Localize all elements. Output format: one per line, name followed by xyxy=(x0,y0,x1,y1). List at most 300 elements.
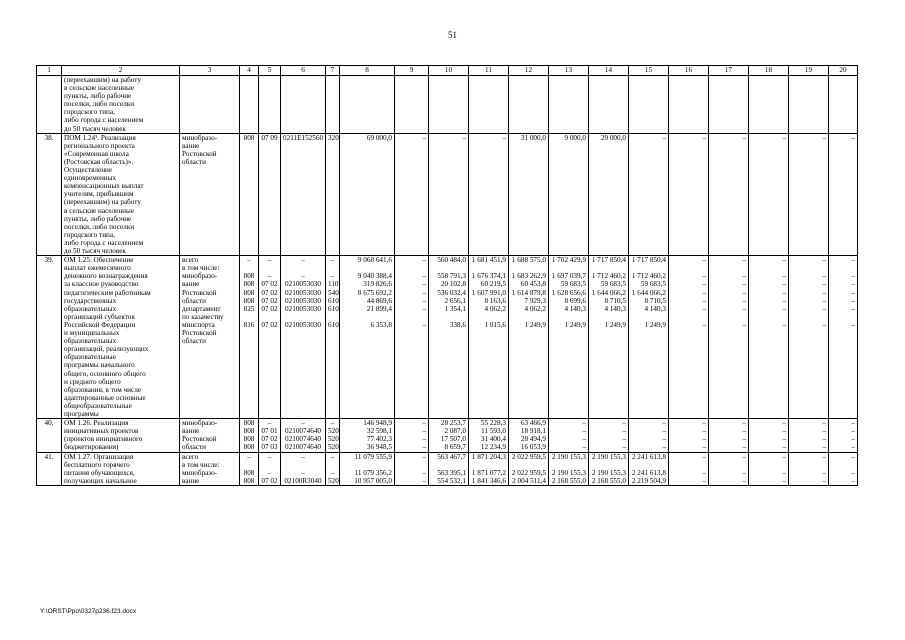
cell-value xyxy=(791,313,826,321)
cell-value: 07 01 xyxy=(261,427,278,436)
cell-value xyxy=(342,313,392,321)
cell-value: – xyxy=(742,419,746,428)
cell-value: – xyxy=(301,452,305,461)
cell-value: 55 228,3 xyxy=(480,419,506,428)
cell-value: 2 656,1 xyxy=(444,296,466,305)
cell-value: – xyxy=(662,419,666,428)
activity-description xyxy=(62,419,180,452)
cell-value: – xyxy=(742,468,746,477)
cell-value: 77 402,3 xyxy=(366,435,392,444)
cell-value: – xyxy=(822,435,826,444)
cell-value: – xyxy=(742,304,746,313)
cell-value: 1 249,9 xyxy=(604,320,626,329)
cell-value: 2 241 613,8 xyxy=(631,468,666,477)
cell-value: – xyxy=(422,296,426,305)
value-cell xyxy=(395,133,429,256)
value-cell xyxy=(789,256,829,419)
value-cell xyxy=(395,256,429,419)
value-cell xyxy=(789,76,829,134)
column-number-header: 2 xyxy=(62,66,180,76)
value-cell xyxy=(281,452,326,485)
cell-value: – xyxy=(851,476,855,485)
executor-line: минобразо- xyxy=(182,133,218,142)
cell-value: 554 532,1 xyxy=(437,476,466,485)
cell-value: 0210074640 xyxy=(285,443,321,452)
cell-value: – xyxy=(267,419,272,428)
description-line: образовательные xyxy=(64,353,116,362)
budget-table xyxy=(36,65,858,486)
value-cell xyxy=(469,76,509,134)
cell-value xyxy=(831,264,855,272)
file-path-footer: Y:\ORST\Ppo\0327p236.f23.docx xyxy=(40,608,137,615)
value-cell xyxy=(749,76,789,134)
cell-value: – xyxy=(267,272,272,281)
cell-value: 2 022 959,5 xyxy=(511,452,546,461)
description-line: образовательных xyxy=(64,337,117,346)
value-cell xyxy=(789,419,829,452)
cell-value: – xyxy=(582,443,586,452)
cell-value: 808 xyxy=(243,288,255,297)
description-line: поселки, либо поселки xyxy=(64,222,135,231)
description-line: (переехавшим) на работу xyxy=(64,76,141,84)
description-line: за классное руководство xyxy=(64,280,139,289)
description-line: ПОМ 1.24¹. Реализация xyxy=(64,133,136,142)
cell-value xyxy=(671,313,706,321)
cell-value: 20 102,8 xyxy=(440,280,466,289)
column-number-header: 5 xyxy=(259,66,281,76)
cell-value xyxy=(261,313,278,321)
cell-value xyxy=(671,264,706,272)
value-cell xyxy=(549,452,589,485)
cell-value xyxy=(751,264,786,272)
executor-line: минспорта xyxy=(182,320,215,329)
value-cell xyxy=(395,452,429,485)
cell-value: – xyxy=(742,452,746,461)
description-line: и муниципальных xyxy=(64,329,120,338)
cell-value: – xyxy=(822,468,826,477)
value-cell xyxy=(789,452,829,485)
executor-line: всего xyxy=(182,256,199,265)
executor-line: вание xyxy=(182,141,200,150)
cell-value: 11 079 555,9 xyxy=(354,452,392,461)
cell-value: 59 683,5 xyxy=(600,280,626,289)
cell-value: 563 395,1 xyxy=(437,468,466,477)
cell-value: – xyxy=(782,435,786,444)
cell-value: – xyxy=(622,419,626,428)
description-line: Осуществление xyxy=(64,166,113,175)
value-cell xyxy=(509,452,549,485)
cell-value: 36 948,5 xyxy=(366,443,392,452)
cell-value: 1 614 879,8 xyxy=(511,288,546,297)
cell-value: – xyxy=(782,256,786,265)
description-line: Российской Федерации xyxy=(64,320,136,329)
description-line: бюджетирования) xyxy=(64,443,119,452)
row-number xyxy=(37,76,62,134)
cell-value: – xyxy=(330,272,335,281)
executor-line: вание xyxy=(182,476,200,485)
cell-value xyxy=(631,313,666,321)
cell-value: 2 190 155,3 xyxy=(551,452,586,461)
cell-value: – xyxy=(702,419,706,428)
executor-line: вание xyxy=(182,280,200,289)
cell-value: 558 791,3 xyxy=(437,272,466,281)
column-number-header: 13 xyxy=(549,66,589,76)
cell-value: 319 826,6 xyxy=(363,280,392,289)
cell-value: – xyxy=(851,427,855,436)
value-cell xyxy=(240,419,259,452)
cell-value: – xyxy=(782,452,786,461)
cell-value: 520 xyxy=(328,476,339,485)
value-cell xyxy=(469,452,509,485)
activity-description xyxy=(62,256,180,419)
executor-line: области xyxy=(182,443,207,452)
cell-value: – xyxy=(267,452,272,461)
column-number-header: 11 xyxy=(469,66,509,76)
cell-value: – xyxy=(301,272,305,281)
cell-value: 32 598,1 xyxy=(366,427,392,436)
description-line: городского типа, xyxy=(64,230,115,239)
cell-value: – xyxy=(851,133,855,142)
cell-value xyxy=(551,313,586,321)
description-line: образования, в том числе xyxy=(64,385,141,394)
cell-value: – xyxy=(330,468,335,477)
cell-value: – xyxy=(851,320,855,329)
value-cell xyxy=(549,256,589,419)
cell-value: 1 702 429,9 xyxy=(551,256,586,265)
cell-value: 1 712 460,2 xyxy=(591,272,626,281)
executor-line: минобразо- xyxy=(182,419,218,428)
description-line: адаптированные основные xyxy=(64,393,146,402)
cell-value: – xyxy=(822,288,826,297)
value-cell xyxy=(709,76,749,134)
cell-value xyxy=(511,264,546,272)
column-number-header: 1 xyxy=(37,66,62,76)
cell-value: – xyxy=(662,443,666,452)
cell-value: 560 484,0 xyxy=(437,256,466,265)
executor-line: Ростовской xyxy=(182,329,217,338)
cell-value xyxy=(791,264,826,272)
cell-value: 18 918,1 xyxy=(520,427,546,436)
value-cell xyxy=(669,133,709,256)
cell-value: 8 163,6 xyxy=(484,296,506,305)
cell-value: – xyxy=(422,304,426,313)
description-line: общеобразовательные xyxy=(64,401,132,410)
cell-value xyxy=(511,313,546,321)
column-number-header: 8 xyxy=(340,66,395,76)
description-line: (Ростовская область)». xyxy=(64,157,134,166)
cell-value: 8 710,5 xyxy=(604,296,626,305)
cell-value: 320 xyxy=(328,133,339,142)
cell-value: 825 xyxy=(243,304,255,313)
column-number-header: 12 xyxy=(509,66,549,76)
cell-value xyxy=(328,313,337,321)
cell-value: 808 xyxy=(243,419,255,428)
cell-value: – xyxy=(782,288,786,297)
cell-value: – xyxy=(782,272,786,281)
value-cell xyxy=(429,419,469,452)
cell-value: – xyxy=(422,256,426,265)
cell-value: 07 02 xyxy=(261,280,278,289)
cell-value xyxy=(328,461,337,469)
cell-value: – xyxy=(702,476,706,485)
cell-value: 44 869,6 xyxy=(366,296,392,305)
cell-value: 1 697 039,7 xyxy=(551,272,586,281)
cell-value: – xyxy=(782,296,786,305)
cell-value: – xyxy=(742,320,746,329)
value-cell xyxy=(259,133,281,256)
cell-value: – xyxy=(422,443,426,452)
cell-value: 9 040 388,4 xyxy=(357,272,392,281)
cell-value: 11 593,0 xyxy=(481,427,506,436)
description-line: в сельские населенные xyxy=(64,206,135,215)
cell-value: – xyxy=(782,476,786,485)
description-line: до 50 тысяч человек xyxy=(64,124,126,133)
description-line: поселки, либо поселки xyxy=(64,100,135,109)
cell-value: 1 688 575,0 xyxy=(511,256,546,265)
value-cell xyxy=(549,76,589,134)
cell-value: – xyxy=(582,419,586,428)
executor-line: в том числе: xyxy=(182,264,220,273)
cell-value: – xyxy=(851,296,855,305)
cell-value: – xyxy=(422,452,426,461)
cell-value: 610 xyxy=(328,304,339,313)
value-cell xyxy=(749,419,789,452)
cell-value: 21 899,4 xyxy=(366,304,392,313)
cell-value: 7 929,3 xyxy=(524,296,546,305)
value-cell xyxy=(589,419,629,452)
cell-value: 0211E152560 xyxy=(283,133,324,142)
cell-value: 610 xyxy=(328,296,339,305)
cell-value: 4 062,2 xyxy=(524,304,546,313)
description-line: (переехавшим) на работу xyxy=(64,198,141,207)
description-line: питания обучающихся, xyxy=(64,468,135,477)
cell-value: 338,6 xyxy=(449,320,466,329)
value-cell xyxy=(589,76,629,134)
value-cell xyxy=(709,419,749,452)
table-row xyxy=(37,133,858,256)
column-number-header: 19 xyxy=(789,66,829,76)
cell-value xyxy=(397,461,426,469)
cell-value xyxy=(283,264,323,272)
value-cell xyxy=(429,76,469,134)
value-cell xyxy=(629,256,669,419)
cell-value: 520 xyxy=(328,435,339,444)
cell-value: 07 02 xyxy=(261,304,278,313)
cell-value: – xyxy=(822,443,826,452)
cell-value: 808 xyxy=(243,476,255,485)
cell-value: 07 03 xyxy=(261,443,278,452)
value-cell xyxy=(669,452,709,485)
cell-value: – xyxy=(622,427,626,436)
cell-value: – xyxy=(702,256,706,265)
cell-value: 2 219 504,9 xyxy=(631,476,666,485)
executor-line: вание xyxy=(182,427,200,436)
value-cell xyxy=(429,256,469,419)
cell-value: – xyxy=(247,452,251,461)
description-line: педагогическим работникам xyxy=(64,288,151,297)
cell-value xyxy=(551,461,586,469)
cell-value: – xyxy=(822,272,826,281)
cell-value xyxy=(791,461,826,469)
value-cell xyxy=(259,76,281,134)
description-line: до 50 тысяч человек xyxy=(64,247,126,255)
cell-value: 4 140,3 xyxy=(564,304,586,313)
value-cell xyxy=(509,76,549,134)
value-cell xyxy=(240,452,259,485)
cell-value: – xyxy=(822,256,826,265)
cell-value: 808 xyxy=(243,280,255,289)
cell-value: – xyxy=(422,288,426,297)
cell-value: 17 507,0 xyxy=(440,435,466,444)
cell-value: 1 676 374,1 xyxy=(471,272,506,281)
cell-value: 07 02 xyxy=(261,296,278,305)
cell-value: 07 02 xyxy=(261,320,278,329)
value-cell xyxy=(709,256,749,419)
cell-value: – xyxy=(422,435,426,444)
column-number-header: 18 xyxy=(749,66,789,76)
cell-value: 1 249,9 xyxy=(524,320,546,329)
cell-value: – xyxy=(782,304,786,313)
value-cell xyxy=(589,256,629,419)
activity-description xyxy=(62,452,180,485)
description-line: и среднего общего xyxy=(64,377,121,386)
cell-value: 1 607 991,0 xyxy=(471,288,506,297)
value-cell xyxy=(589,452,629,485)
cell-value: 146 948,9 xyxy=(363,419,392,428)
cell-value: 2 004 511,4 xyxy=(512,476,546,485)
cell-value: – xyxy=(330,256,335,265)
cell-value: – xyxy=(462,133,466,142)
cell-value: – xyxy=(742,296,746,305)
cell-value xyxy=(711,264,746,272)
cell-value: – xyxy=(422,419,426,428)
value-cell xyxy=(281,133,326,256)
cell-value: 28 253,7 xyxy=(440,419,466,428)
value-cell xyxy=(281,419,326,452)
cell-value: 8 699,6 xyxy=(564,296,586,305)
cell-value: 1 354,1 xyxy=(444,304,466,313)
cell-value xyxy=(242,461,256,469)
cell-value: – xyxy=(851,272,855,281)
cell-value: 07 09 xyxy=(261,133,278,142)
cell-value: – xyxy=(422,280,426,289)
cell-value: 0210053030 xyxy=(285,304,321,313)
value-cell xyxy=(340,452,395,485)
cell-value: – xyxy=(782,320,786,329)
cell-value: – xyxy=(422,133,426,142)
cell-value xyxy=(261,461,278,469)
cell-value: – xyxy=(582,427,586,436)
cell-value: – xyxy=(742,435,746,444)
cell-value: 60 219,5 xyxy=(480,280,506,289)
description-line: ОМ 1.26. Реализация xyxy=(64,419,129,428)
value-cell xyxy=(509,419,549,452)
row-number: 40. xyxy=(37,419,62,452)
cell-value: 60 453,8 xyxy=(520,280,546,289)
cell-value xyxy=(471,313,506,321)
description-line: учителям, прибывшим xyxy=(64,190,134,199)
value-cell xyxy=(259,419,281,452)
description-line: государственных xyxy=(64,296,117,305)
cell-value: 1 871 077,2 xyxy=(471,468,506,477)
executor xyxy=(180,419,240,452)
cell-value: – xyxy=(422,476,426,485)
executor-line: области xyxy=(182,337,207,346)
cell-value: 10 957 005,0 xyxy=(354,476,392,485)
cell-value: 0210053030 xyxy=(285,280,321,289)
value-cell xyxy=(469,256,509,419)
cell-value: 1 712 460,2 xyxy=(631,272,666,281)
cell-value: – xyxy=(782,443,786,452)
cell-value: – xyxy=(422,320,426,329)
cell-value xyxy=(831,461,855,469)
cell-value: 540 xyxy=(328,288,339,297)
executor-line: Ростовской xyxy=(182,288,217,297)
cell-value xyxy=(631,461,666,469)
column-number-header: 4 xyxy=(240,66,259,76)
cell-value xyxy=(283,313,323,321)
value-cell xyxy=(829,419,858,452)
description-line: пункты, либо рабочие xyxy=(64,214,132,223)
cell-value: – xyxy=(267,256,272,265)
cell-value: 610 xyxy=(328,320,339,329)
cell-value xyxy=(328,264,337,272)
cell-value: – xyxy=(702,452,706,461)
executor-line: минобразо- xyxy=(182,272,218,281)
cell-value xyxy=(591,313,626,321)
executor-line: по казачеству xyxy=(182,312,224,321)
cell-value: 2 190 155,3 xyxy=(551,468,586,477)
cell-value: – xyxy=(822,304,826,313)
cell-value: – xyxy=(247,256,251,265)
cell-value: 0210053030 xyxy=(285,296,321,305)
cell-value: 2 168 555,0 xyxy=(591,476,626,485)
description-line: бесплатного горячего xyxy=(64,460,130,469)
cell-value: – xyxy=(851,468,855,477)
executor-line: минобразо- xyxy=(182,468,218,477)
cell-value xyxy=(431,264,466,272)
executor xyxy=(180,133,240,256)
cell-value: – xyxy=(702,280,706,289)
cell-value: 808 xyxy=(243,133,255,142)
page-number: 51 xyxy=(448,30,457,40)
cell-value: 0210053030 xyxy=(285,320,321,329)
description-line: ОМ 1.25. Обеспечение xyxy=(64,256,134,265)
cell-value: 1 644 066,2 xyxy=(631,288,666,297)
cell-value: – xyxy=(742,476,746,485)
cell-value xyxy=(397,313,426,321)
executor xyxy=(180,452,240,485)
cell-value: 02100R3040 xyxy=(284,476,322,485)
cell-value xyxy=(342,264,392,272)
column-number-header: 6 xyxy=(281,66,326,76)
cell-value xyxy=(711,313,746,321)
activity-description xyxy=(62,133,180,256)
cell-value: 1 683 262,9 xyxy=(511,272,546,281)
cell-value: – xyxy=(782,419,786,428)
cell-value: 2 190 155,3 xyxy=(591,452,626,461)
cell-value: – xyxy=(851,288,855,297)
cell-value: 12 234,9 xyxy=(480,443,506,452)
value-cell xyxy=(326,76,340,134)
cell-value: – xyxy=(822,296,826,305)
cell-value: 0210074640 xyxy=(285,435,321,444)
cell-value: 9 000,0 xyxy=(564,133,586,142)
cell-value: 1 871 204,3 xyxy=(471,452,506,461)
cell-value: – xyxy=(422,427,426,436)
cell-value: – xyxy=(742,280,746,289)
row-number: 41. xyxy=(37,452,62,485)
